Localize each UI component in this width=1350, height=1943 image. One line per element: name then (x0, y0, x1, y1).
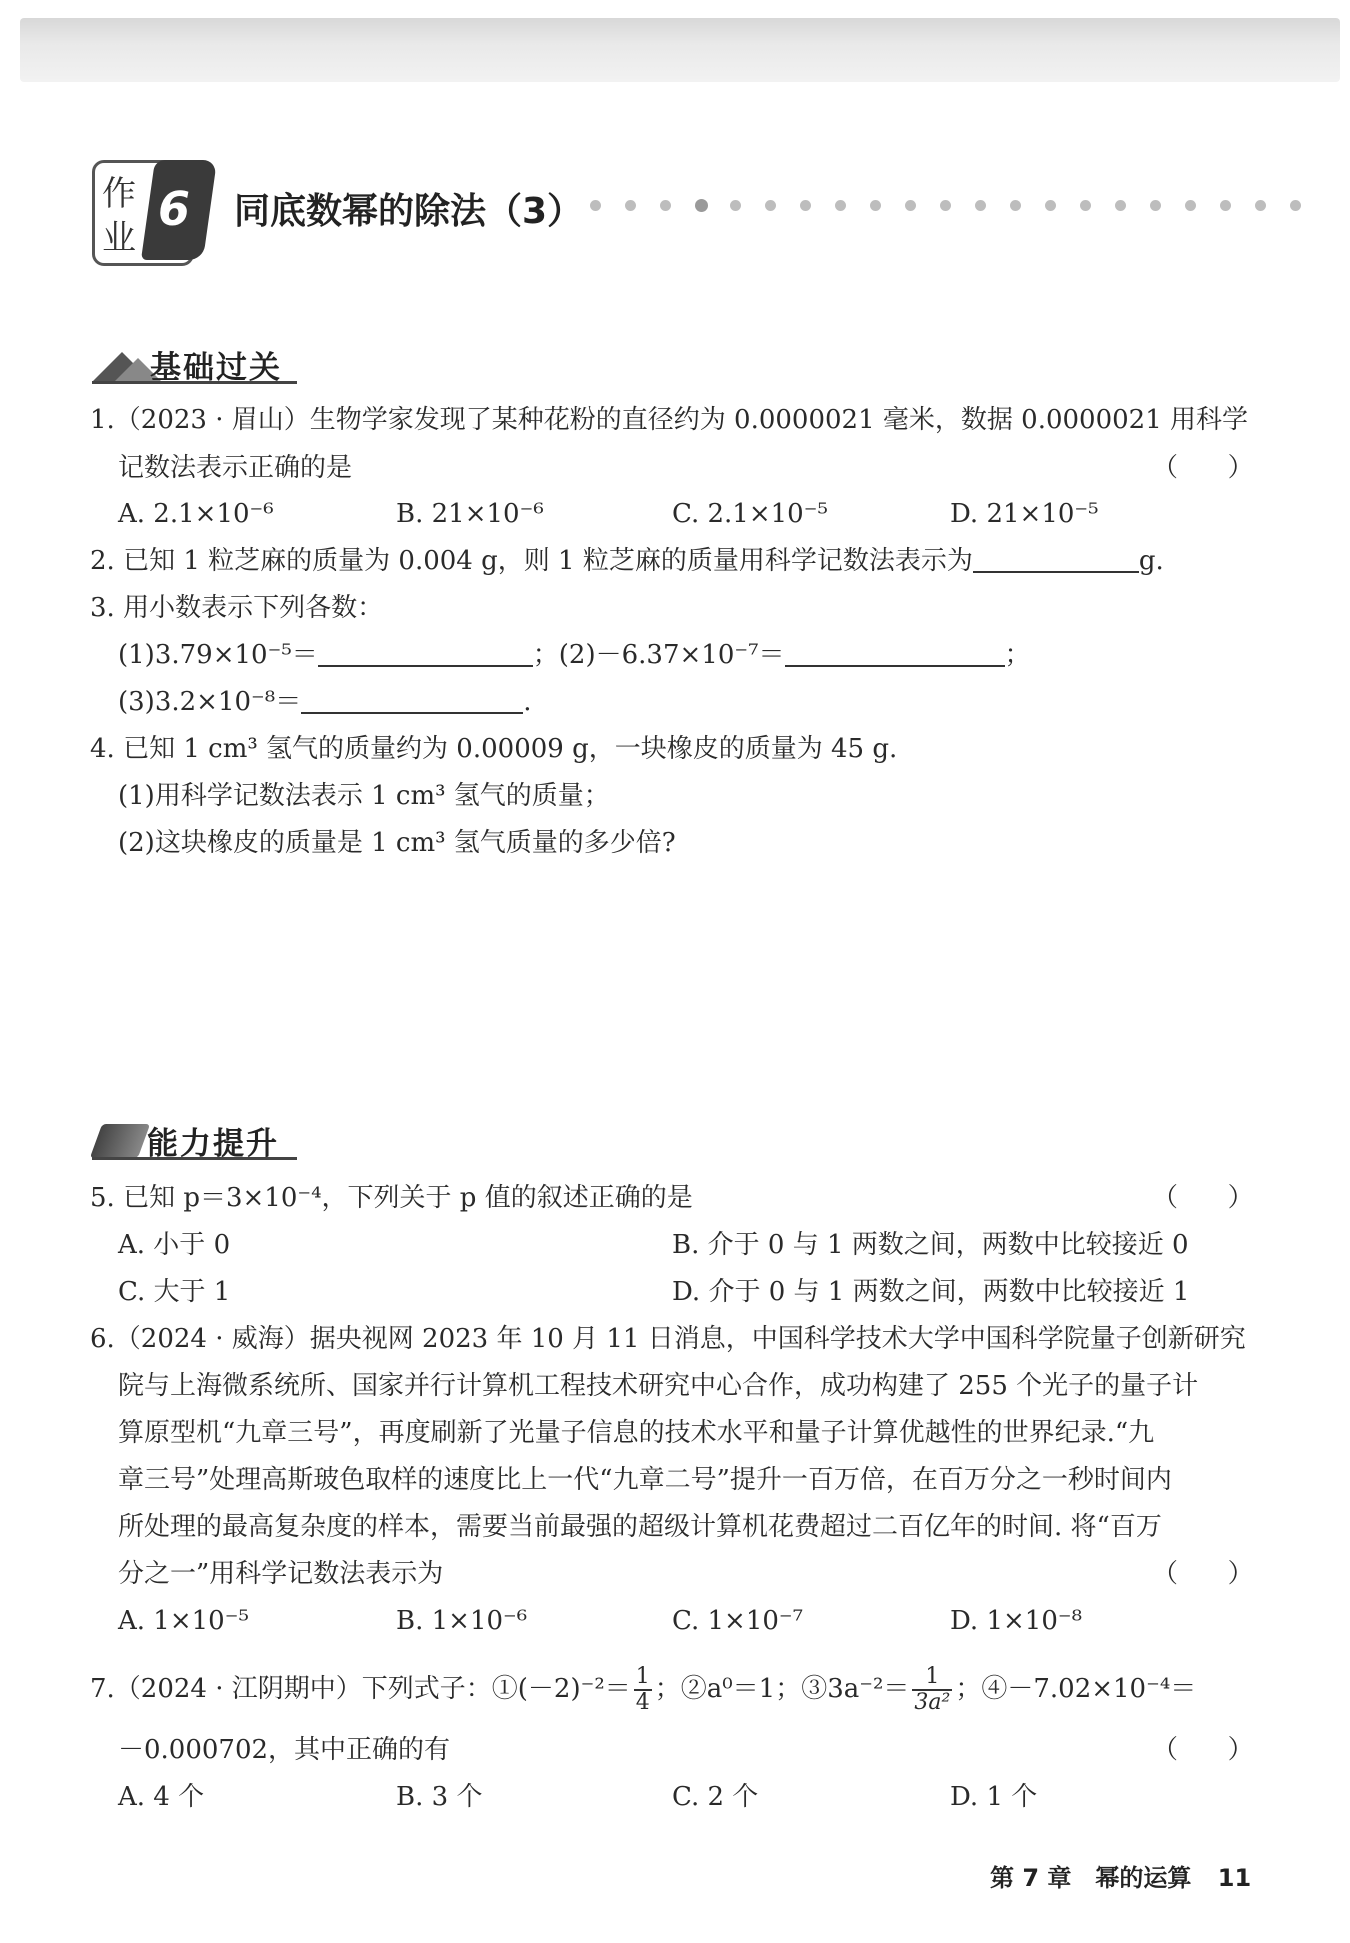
section-title: 能力提升 (147, 1126, 279, 1162)
q7-option-d: D. 1 个 (950, 1782, 1038, 1812)
q7-fraction-2 (912, 1665, 952, 1715)
q5-option-a: A. 小于 0 (118, 1230, 231, 1260)
dot-ornament (975, 200, 986, 211)
fraction-denominator: 3a² (914, 1690, 951, 1715)
section-flag-icon (90, 1124, 150, 1158)
q7-option-b: B. 3 个 (396, 1782, 483, 1812)
q2-text: 2. 已知 1 粒芝麻的质量为 0.004 g，则 1 粒芝麻的质量用科学记数法表示为 (90, 546, 973, 576)
q1-option-d: D. 21×10⁻⁵ (950, 499, 1099, 529)
q2-answer-blank[interactable] (973, 545, 1139, 573)
q3-part2-label: (2)－6.37×10⁻⁷＝ (558, 640, 785, 670)
q5-answer-paren: （ ） (1152, 1183, 1254, 1213)
dot-ornament (1290, 200, 1301, 211)
q6-line: 6.（2024 · 威海）据央视网 2023 年 10 月 11 日消息，中国科学技术大学中国科学院量子创新研究 (90, 1324, 1246, 1354)
q6-option-d: D. 1×10⁻⁸ (950, 1606, 1083, 1636)
dot-ornament (1150, 200, 1161, 211)
q3-part3 (118, 684, 531, 720)
q7-stem-line1 (90, 1664, 1196, 1715)
q3-part1-label: (1)3.79×10⁻⁵＝ (118, 640, 318, 670)
q7-option-a: A. 4 个 (118, 1782, 205, 1812)
page-footer (990, 1858, 1251, 1893)
dot-ornament (1080, 200, 1091, 211)
dot-ornament (1220, 200, 1231, 211)
q7-stem-line2: －0.000702，其中正确的有 (118, 1735, 451, 1765)
dot-ornament (800, 200, 811, 211)
q4-part1: (1)用科学记数法表示 1 cm³ 氢气的质量； (118, 781, 610, 811)
footer-page-number: 11 (1217, 1864, 1252, 1892)
q5-option-b: B. 介于 0 与 1 两数之间，两数中比较接近 0 (672, 1230, 1189, 1260)
section-advanced-heading (92, 1116, 312, 1160)
dot-ornament (730, 200, 741, 211)
q7-lead: 7.（2024 · 江阴期中）下列式子：①(－2)⁻²＝ (90, 1674, 631, 1704)
q3-part2-blank[interactable] (785, 639, 1005, 667)
q4-part2: (2)这块橡皮的质量是 1 cm³ 氢气质量的多少倍? (118, 828, 676, 858)
q7-mid2: ；④－7.02×10⁻⁴＝ (955, 1674, 1197, 1704)
fraction-numerator: 1 (635, 1664, 650, 1689)
dot-ornament (660, 200, 671, 211)
badge-char-top: 作 (102, 174, 136, 214)
dot-ornament (590, 200, 601, 211)
fraction-denominator: 4 (635, 1690, 650, 1715)
q3-part3-end: . (523, 687, 532, 717)
footer-chapter: 第 7 章 幂的运算 (990, 1864, 1192, 1892)
fraction-numerator: 1 (912, 1665, 952, 1691)
dot-ornament (870, 200, 881, 211)
section-basic-heading (92, 340, 312, 384)
q3-part2-end: ； (1004, 640, 1031, 670)
q3-part1-2 (118, 637, 1031, 673)
dot-ornament (1010, 200, 1021, 211)
q1-option-a: A. 2.1×10⁻⁶ (118, 499, 274, 529)
q1-option-c: C. 2.1×10⁻⁵ (672, 499, 828, 529)
lesson-title: 同底数幂的除法（3） (234, 191, 584, 232)
dot-ornament (765, 200, 776, 211)
q5-stem: 5. 已知 p＝3×10⁻⁴，下列关于 p 值的叙述正确的是 (90, 1183, 693, 1213)
q3-sep: ； (532, 640, 559, 670)
dot-ornament (1045, 200, 1056, 211)
dot-ornament (835, 200, 846, 211)
q7-mid1: ；②a⁰＝1；③3a⁻²＝ (654, 1674, 910, 1704)
q6-line: 所处理的最高复杂度的样本，需要当前最强的超级计算机花费超过二百亿年的时间. 将“百万 (118, 1512, 1162, 1542)
decorative-dots (590, 200, 1330, 214)
q6-line: 院与上海微系统所、国家并行计算机工程技术研究中心合作，成功构建了 255 个光子的量子计 (118, 1371, 1199, 1401)
dot-ornament (625, 200, 636, 211)
q7-option-c: C. 2 个 (672, 1782, 759, 1812)
q5-option-d: D. 介于 0 与 1 两数之间，两数中比较接近 1 (672, 1277, 1190, 1307)
q6-answer-paren: （ ） (1152, 1559, 1254, 1589)
q2-stem (90, 543, 1164, 579)
q7-fraction-1 (634, 1665, 652, 1715)
q7-answer-paren: （ ） (1152, 1735, 1254, 1765)
dot-ornament (1185, 200, 1196, 211)
q2-unit: g. (1138, 546, 1164, 576)
dot-ornament (1115, 200, 1126, 211)
badge-number: 6 (158, 182, 191, 236)
badge-char-bottom: 业 (102, 218, 136, 258)
q4-stem: 4. 已知 1 cm³ 氢气的质量约为 0.00009 g，一块橡皮的质量为 45 g. (90, 734, 898, 764)
q1-stem-line1: 1.（2023 · 眉山）生物学家发现了某种花粉的直径约为 0.0000021 毫米，数据 0.0000021 用科学 (90, 405, 1249, 435)
q6-option-c: C. 1×10⁻⁷ (672, 1606, 804, 1636)
homework-badge (92, 160, 210, 262)
q6-line: 章三号”处理高斯玻色取样的速度比上一代“九章二号”提升一百万倍，在百万分之一秒时间内 (118, 1465, 1172, 1495)
section-title: 基础过关 (150, 350, 282, 386)
q6-option-b: B. 1×10⁻⁶ (396, 1606, 528, 1636)
q3-part3-label: (3)3.2×10⁻⁸＝ (118, 687, 302, 717)
q5-option-c: C. 大于 1 (118, 1277, 231, 1307)
q1-option-b: B. 21×10⁻⁶ (396, 499, 544, 529)
dot-ornament (695, 199, 708, 212)
q1-stem-line2: 记数法表示正确的是 (118, 453, 353, 483)
q1-answer-paren: （ ） (1152, 453, 1254, 483)
dot-ornament (940, 200, 951, 211)
q6-line: 算原型机“九章三号”，再度刷新了光量子信息的技术水平和量子计算优越性的世界纪录.“九 (118, 1418, 1155, 1448)
q3-part1-blank[interactable] (318, 639, 533, 667)
q3-stem: 3. 用小数表示下列各数： (90, 593, 384, 623)
q3-part3-blank[interactable] (301, 686, 523, 714)
q6-option-a: A. 1×10⁻⁵ (118, 1606, 249, 1636)
q6-line: 分之一”用科学记数法表示为 (118, 1559, 444, 1589)
dot-ornament (905, 200, 916, 211)
dot-ornament (1255, 200, 1266, 211)
